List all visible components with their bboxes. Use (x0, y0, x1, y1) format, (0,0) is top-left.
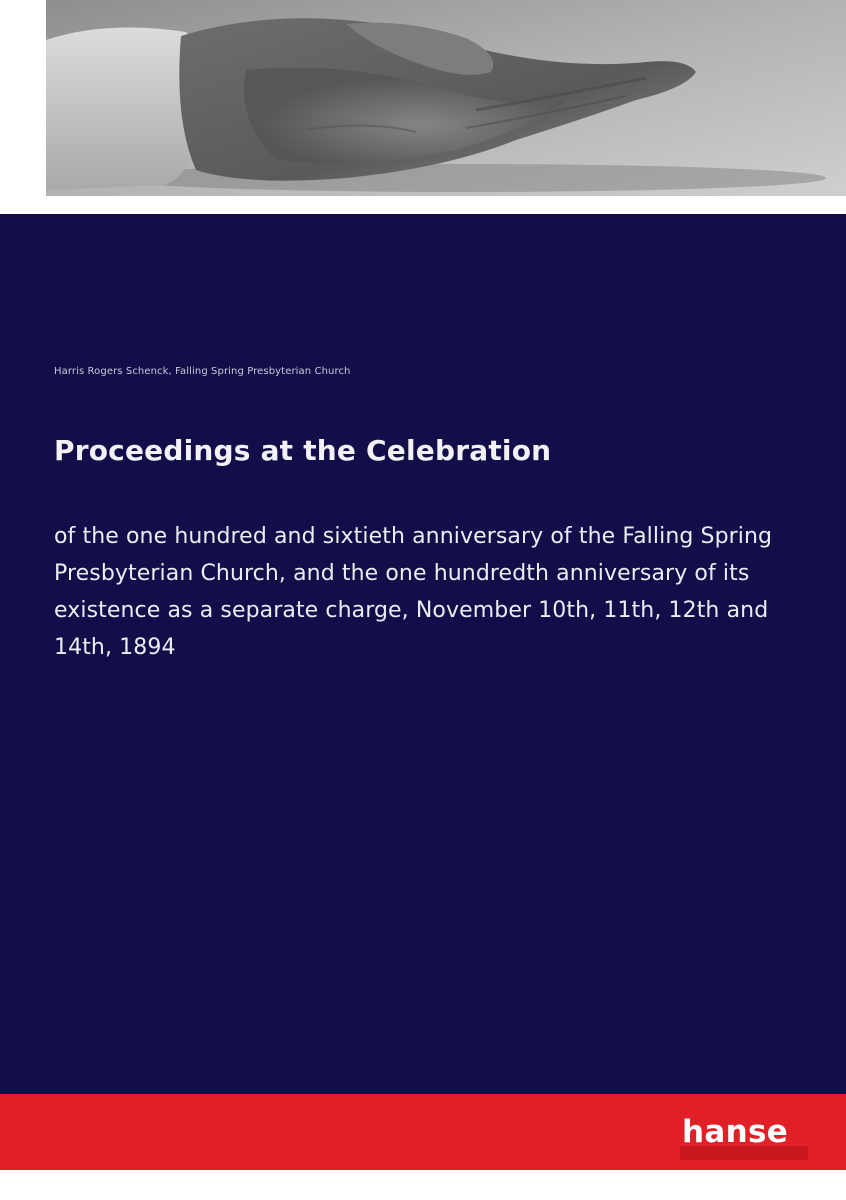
bottom-margin (0, 1170, 846, 1200)
book-title: Proceedings at the Celebration (54, 434, 552, 467)
book-subtitle: of the one hundred and sixtieth anniversary of the Falling Spring Presbyterian Church, and the one hundredth anniversary of its existence as a separate charge, November 10th, 11th, 12th and 14th, 1894 (54, 524, 773, 660)
book-authors: Harris Rogers Schenck, Falling Spring Presbyterian Church (54, 366, 351, 377)
open-hand-photo (46, 0, 846, 196)
publisher-logo: hanse (682, 1114, 789, 1150)
divider-gap (0, 196, 846, 214)
